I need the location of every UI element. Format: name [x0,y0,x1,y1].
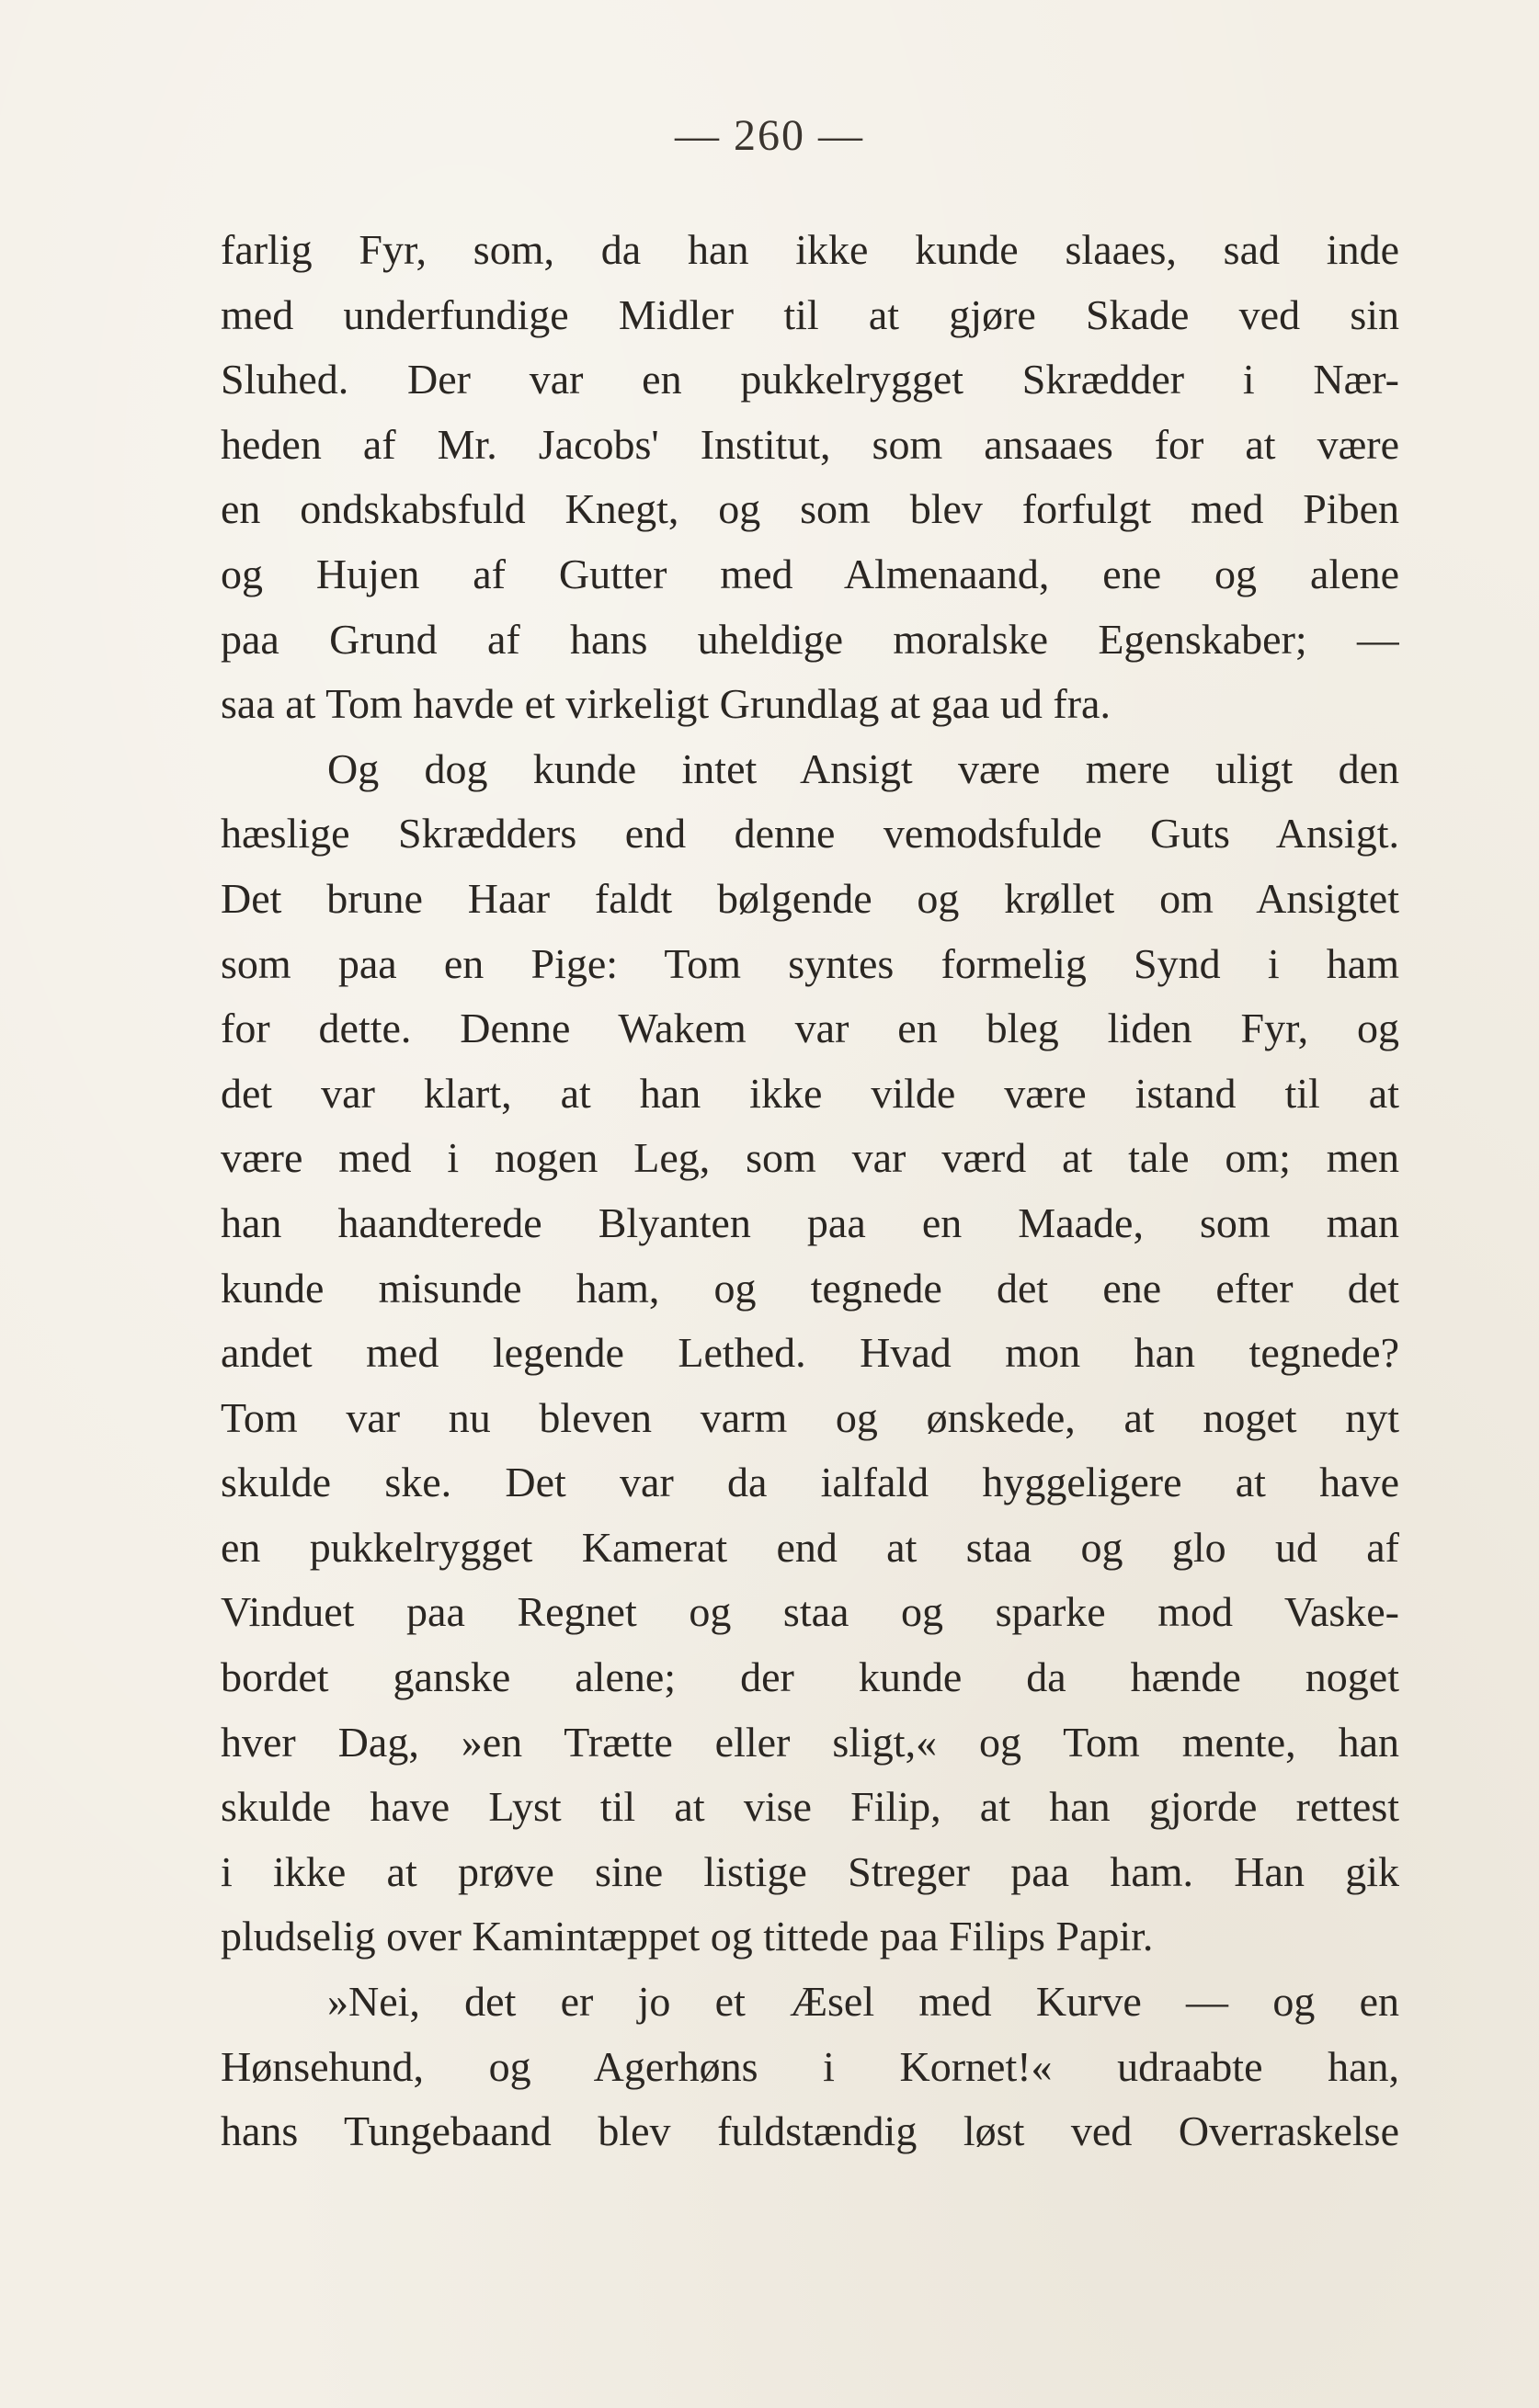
text-line: hans Tungebaand blev fuldstændig løst ved Overraskelse [221,2107,1399,2155]
text-line: paa Grund af hans uheldige moralske Egenskaber; — [221,615,1399,663]
text-line: skulde have Lyst til at vise Filip, at han gjorde rettest [221,1783,1399,1831]
text-line: kunde misunde ham, og tegnede det ene efter det [221,1264,1399,1312]
text-line: saa at Tom havde et virkeligt Grundlag at gaa ud fra. [221,680,1111,728]
text-line: Hønsehund, og Agerhøns i Kornet!« udraabte han, [221,2042,1399,2090]
text-line: pludselig over Kamintæppet og tittede paa Filips Papir. [221,1913,1154,1960]
text-line: hver Dag, »en Trætte eller sligt,« og Tom mente, han [221,1718,1399,1766]
page-number: — 260 — [675,111,864,160]
text-line: en ondskabsfuld Knegt, og som blev forfulgt med Piben [221,485,1399,533]
text-line: for dette. Denne Wakem var en bleg liden Fyr, og [221,1005,1399,1052]
text-line: Og dog kunde intet Ansigt være mere uligt den [327,744,1399,792]
text-line: hæslige Skrædders end denne vemodsfulde Guts Ansigt. [221,810,1399,858]
text-line: det var klart, at han ikke vilde være istand til at [221,1069,1399,1117]
text-line: en pukkelrygget Kamerat end at staa og glo ud af [221,1523,1399,1571]
text-line: »Nei, det er jo et Æsel med Kurve — og en [327,1978,1399,2026]
text-line: bordet ganske alene; der kunde da hænde noget [221,1653,1399,1701]
text-line: som paa en Pige: Tom syntes formelig Synd i ham [221,939,1399,987]
text-line: farlig Fyr, som, da han ikke kunde slaaes, sad inde [221,226,1399,273]
text-line: Vinduet paa Regnet og staa og sparke mod Vaske- [221,1588,1399,1636]
body-text [221,218,1399,2164]
text-line: Sluhed. Der var en pukkelrygget Skrædder i Nær- [221,356,1399,403]
text-line: andet med legende Lethed. Hvad mon han tegnede? [221,1329,1399,1377]
text-line: heden af Mr. Jacobs' Institut, som ansaaes for at være [221,420,1399,468]
text-line: skulde ske. Det var da ialfald hyggeligere at have [221,1459,1399,1506]
text-line: Det brune Haar faldt bølgende og krøllet om Ansigtet [221,874,1399,922]
text-line: med underfundige Midler til at gjøre Skade ved sin [221,290,1399,338]
text-line: han haandterede Blyanten paa en Maade, som man [221,1198,1399,1246]
text-line: og Hujen af Gutter med Almenaand, ene og alene [221,550,1399,597]
text-line: i ikke at prøve sine listige Streger paa ham. Han gik [221,1847,1399,1895]
text-line: Tom var nu bleven varm og ønskede, at noget nyt [221,1393,1399,1441]
text-line: være med i nogen Leg, som var værd at tale om; men [221,1134,1399,1182]
